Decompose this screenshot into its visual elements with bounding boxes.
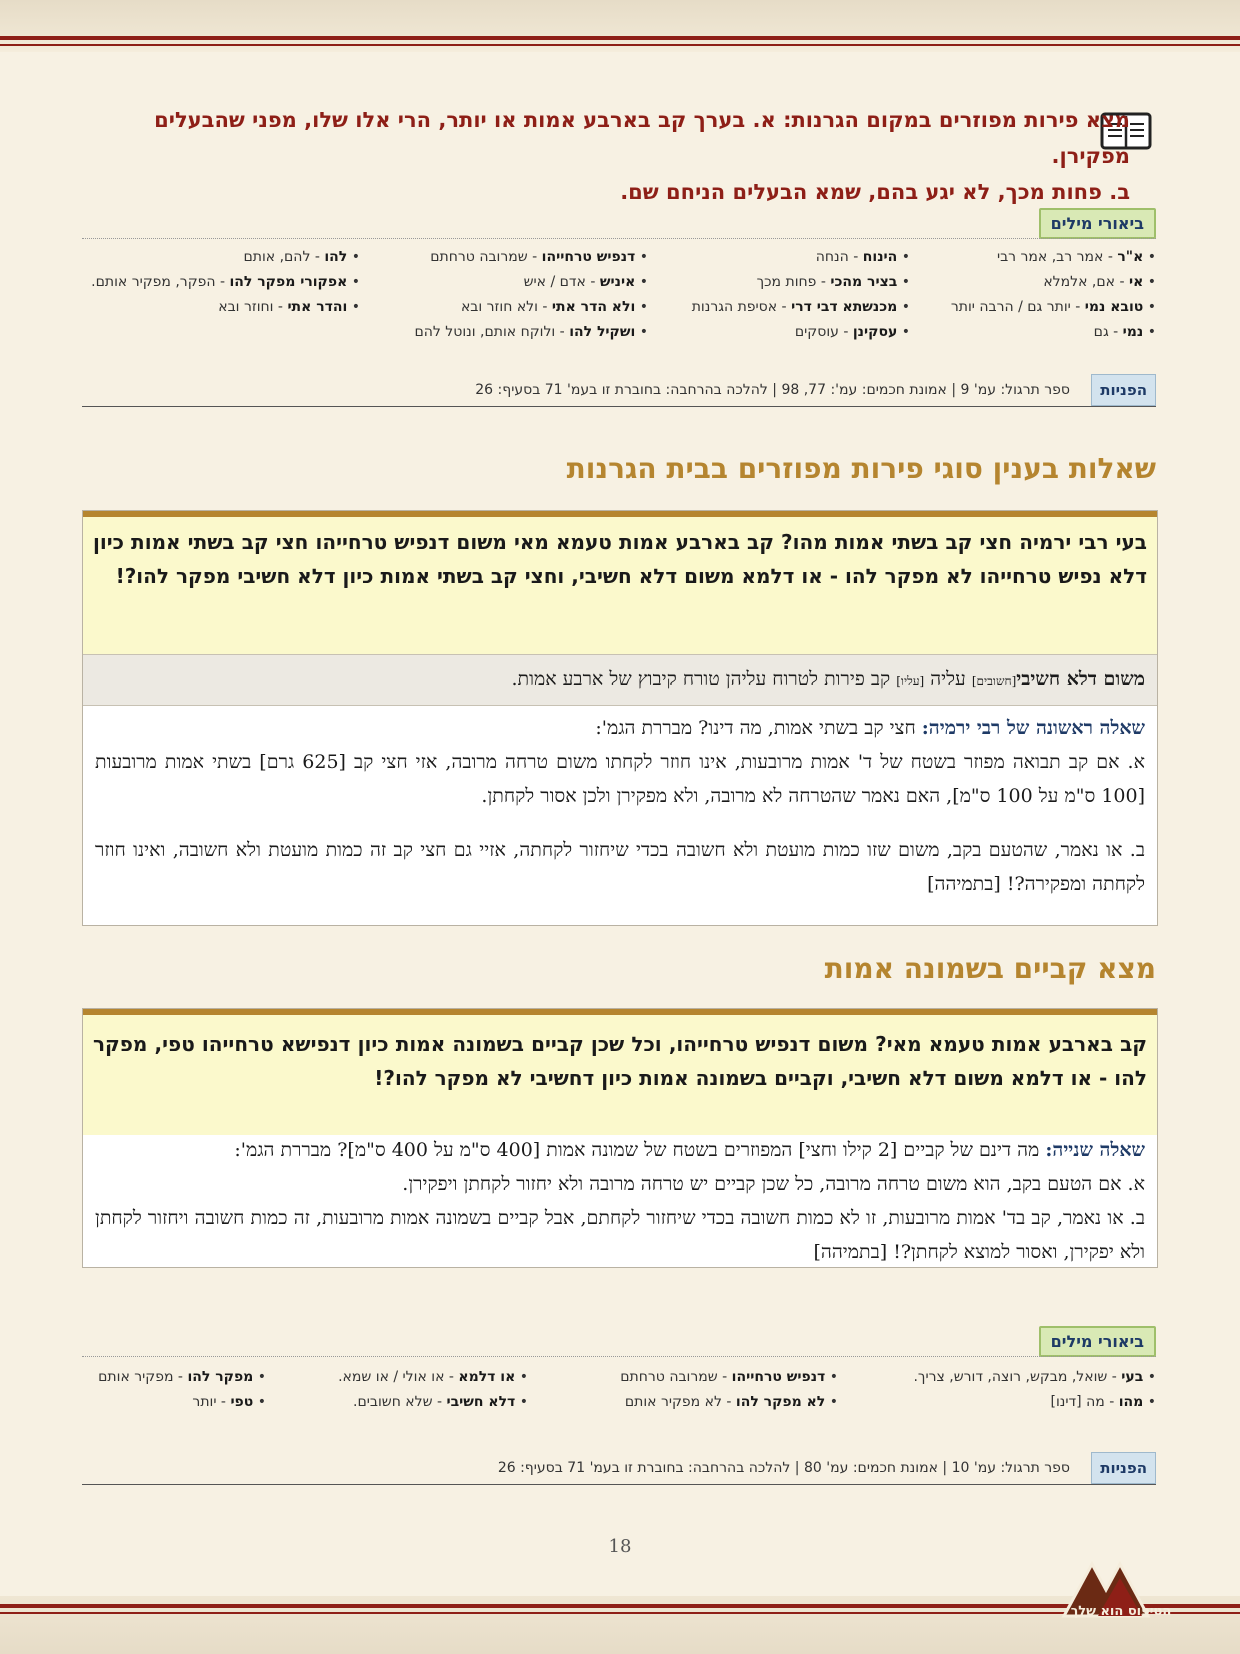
- glossary-column-3: [414, 245, 648, 345]
- answer-b: ב. או נאמר, קב בד' אמות מרובעות, זו לא כמות חשובה בכדי שיחזור לקחתם, אבל קביים בשמונה אמות מרובעות, זה כמות חשובה ויחזור לקחתן ולא יפקירן, ואסור למוצא לקחתן?! [בתמיהה]: [95, 1207, 1145, 1263]
- glossary-item: • נמי - גם: [1093, 324, 1156, 340]
- glossary-item: • בעי - שואל, מבקש, רוצה, דורש, צריך.: [913, 1369, 1156, 1385]
- glossary-column-4: [91, 245, 360, 320]
- glossary-item: • להו - להם, אותם: [243, 249, 360, 265]
- references-bar: [82, 374, 1156, 407]
- gemara-text-block: [83, 1015, 1157, 1135]
- glossary-item: • בציר מהכי - פחות מכך: [756, 274, 910, 290]
- glossary-item: • אפקורי מפקר להו - הפקר, מפקיר אותם.: [91, 274, 360, 290]
- intro-text: [90, 102, 1130, 210]
- glossary-item: • טובא נמי - יותר גם / הרבה יותר: [950, 299, 1156, 315]
- question-block: [83, 1133, 1157, 1269]
- intro-line-2: ב. פחות מכך, לא יגע בהם, שמא הבעלים הניחם שם.: [620, 180, 1130, 204]
- top-rule: [0, 36, 1240, 40]
- glossary-item: • דלא חשיבי - שלא חשובים.: [353, 1394, 528, 1410]
- glossary-item: • א"ר - אמר רב, אמר רבי: [996, 249, 1156, 265]
- glossary-item: • או דלמא - או אולי / או שמא.: [338, 1369, 528, 1385]
- publisher-logo-text: הטיפוס הוא שלך: [1070, 1604, 1172, 1619]
- glossary-item: • איניש - אדם / איש: [523, 274, 648, 290]
- glossary-column-4: [98, 1365, 266, 1415]
- glossary-badge: ביאורי מילים: [1039, 208, 1156, 239]
- glossary-item: • מכנשתא דבי דרי - אסיפת הגרנות: [691, 299, 910, 315]
- section-box: [82, 510, 1158, 926]
- glossary-badge: ביאורי מילים: [1039, 1326, 1156, 1357]
- explanation-text: משום דלא חשיבי[חשובים] עליה [עליו] קב פירות לטרוח עליהן טורח קיבוץ של ארבע אמות.: [511, 668, 1145, 690]
- references-text: ספר תרגול: עמ' 9 | אמונת חכמים: עמ': 77, 98 | להלכה בהרחבה: בחוברת זו בעמ' 71 בסעיף: 26: [475, 382, 1070, 398]
- gemara-text: בעי רבי ירמיה חצי קב בשתי אמות מהו? קב בארבע אמות טעמא מאי משום דנפיש טרחייהו חצי קב בשתי אמות כיון דלא נפיש טרחייהו לא מפקר להו - או דלמא משום דלא חשיבי, וחצי קב בשתי אמות כיון דלא חשיבי מפקר להו?!: [93, 530, 1147, 588]
- question-line: שאלה ראשונה של רבי ירמיה: חצי קב בשתי אמות, מה דינו? מבררת הגמ':: [595, 717, 1145, 739]
- references-text: ספר תרגול: עמ' 10 | אמונת חכמים: עמ' 80 | להלכה בהרחבה: בחוברת זו בעמ' 71 בסעיף: 26: [497, 1460, 1070, 1476]
- glossary-item: • לא מפקר להו - לא מפקיר אותם: [624, 1394, 838, 1410]
- references-label: הפניות: [1091, 374, 1156, 406]
- glossary-column-2: [620, 1365, 838, 1415]
- glossary-column-3: [338, 1365, 528, 1415]
- glossary-column-1: [951, 245, 1156, 345]
- question-block: [83, 711, 1157, 901]
- answer-a: א. אם הטעם בקב, הוא משום טרחה מרובה, כל שכן קביים יש טרחה מרובה ולא יחזור לקחתן ויפקירן.: [402, 1173, 1145, 1195]
- section-box: [82, 1008, 1158, 1268]
- section-heading: שאלות בענין סוגי פירות מפוזרים בבית הגרנות: [566, 452, 1156, 485]
- explanation-block: [83, 654, 1157, 706]
- page-number: 18: [608, 1536, 632, 1557]
- question-line: שאלה שנייה: מה דינם של קביים [2 קילו וחצי] המפוזרים בשטח של שמונה אמות [400 ס"מ על 400 ס"מ]? מבררת הגמ':: [234, 1139, 1145, 1161]
- references-label: הפניות: [1091, 1452, 1156, 1484]
- glossary-item: • עסקינן - עוסקים: [794, 324, 910, 340]
- glossary-item: • מפקר להו - מפקיר אותם: [98, 1369, 266, 1385]
- answer-b: ב. או נאמר, שהטעם בקב, משום שזו כמות מועטת ולא חשובה בכדי שיחזור לקחתה, אזיי גם חצי קב זה כמות מועטת ולא חשובה, ואינו חוזר לקחתה ומפקירה?! [בתמיהה]: [95, 839, 1145, 895]
- gemara-text-block: [83, 517, 1157, 671]
- bottom-rule-thin: [0, 1612, 1240, 1614]
- bottom-rule: [0, 1604, 1240, 1608]
- glossary-item: • ושקיל להו - ולוקח אותם, ונוטל להם: [414, 324, 648, 340]
- top-rule-thin: [0, 44, 1240, 46]
- glossary-item: • אי - אם, אלמלא: [1043, 274, 1156, 290]
- glossary-item: • דנפיש טרחייהו - שמרובה טרחתם: [620, 1369, 838, 1385]
- glossary-item: • דנפיש טרחייהו - שמרובה טרחתם: [430, 249, 648, 265]
- glossary-item: • טפי - יותר: [192, 1394, 266, 1410]
- intro-line-1: מצא פירות מפוזרים במקום הגרנות: א. בערך קב בארבע אמות או יותר, הרי אלו שלו, מפני שהבעלים מפקירן.: [154, 108, 1130, 168]
- glossary-divider: [82, 1356, 1156, 1357]
- glossary-column-1: [913, 1365, 1156, 1415]
- answer-a: א. אם קב תבואה מפוזר בשטח של ד' אמות מרובעות, אינו חוזר לקחתו משום טרחה מרובה, אזי חצי קב [625 גרם] בשתי אמות מרובעות [100 ס"מ על 100 ס"מ], האם נאמר שהטרחה לא מרובה, ולא מפקירן ולכן אסור לקחתן.: [95, 751, 1145, 807]
- section-heading: מצא קביים בשמונה אמות: [824, 952, 1156, 985]
- glossary-column-2: [692, 245, 910, 345]
- glossary-item: • הינוח - הנחה: [815, 249, 910, 265]
- glossary-item: • והדר אתי - וחוזר ובא: [218, 299, 360, 315]
- glossary-item: • ולא הדר אתי - ולא חוזר ובא: [460, 299, 648, 315]
- glossary-item: • מהו - מה [דינו]: [1050, 1394, 1156, 1410]
- gemara-text: קב בארבע אמות טעמא מאי? משום דנפיש טרחייהו, וכל שכן קביים בשמונה אמות כיון דנפישא טרחייהו טפי, מפקר להו - או דלמא משום דלא חשיבי, וקביים בשמונה אמות כיון דחשיבי לא מפקר להו?!: [93, 1032, 1147, 1090]
- references-bar: [82, 1452, 1156, 1485]
- glossary-divider: [82, 238, 1156, 239]
